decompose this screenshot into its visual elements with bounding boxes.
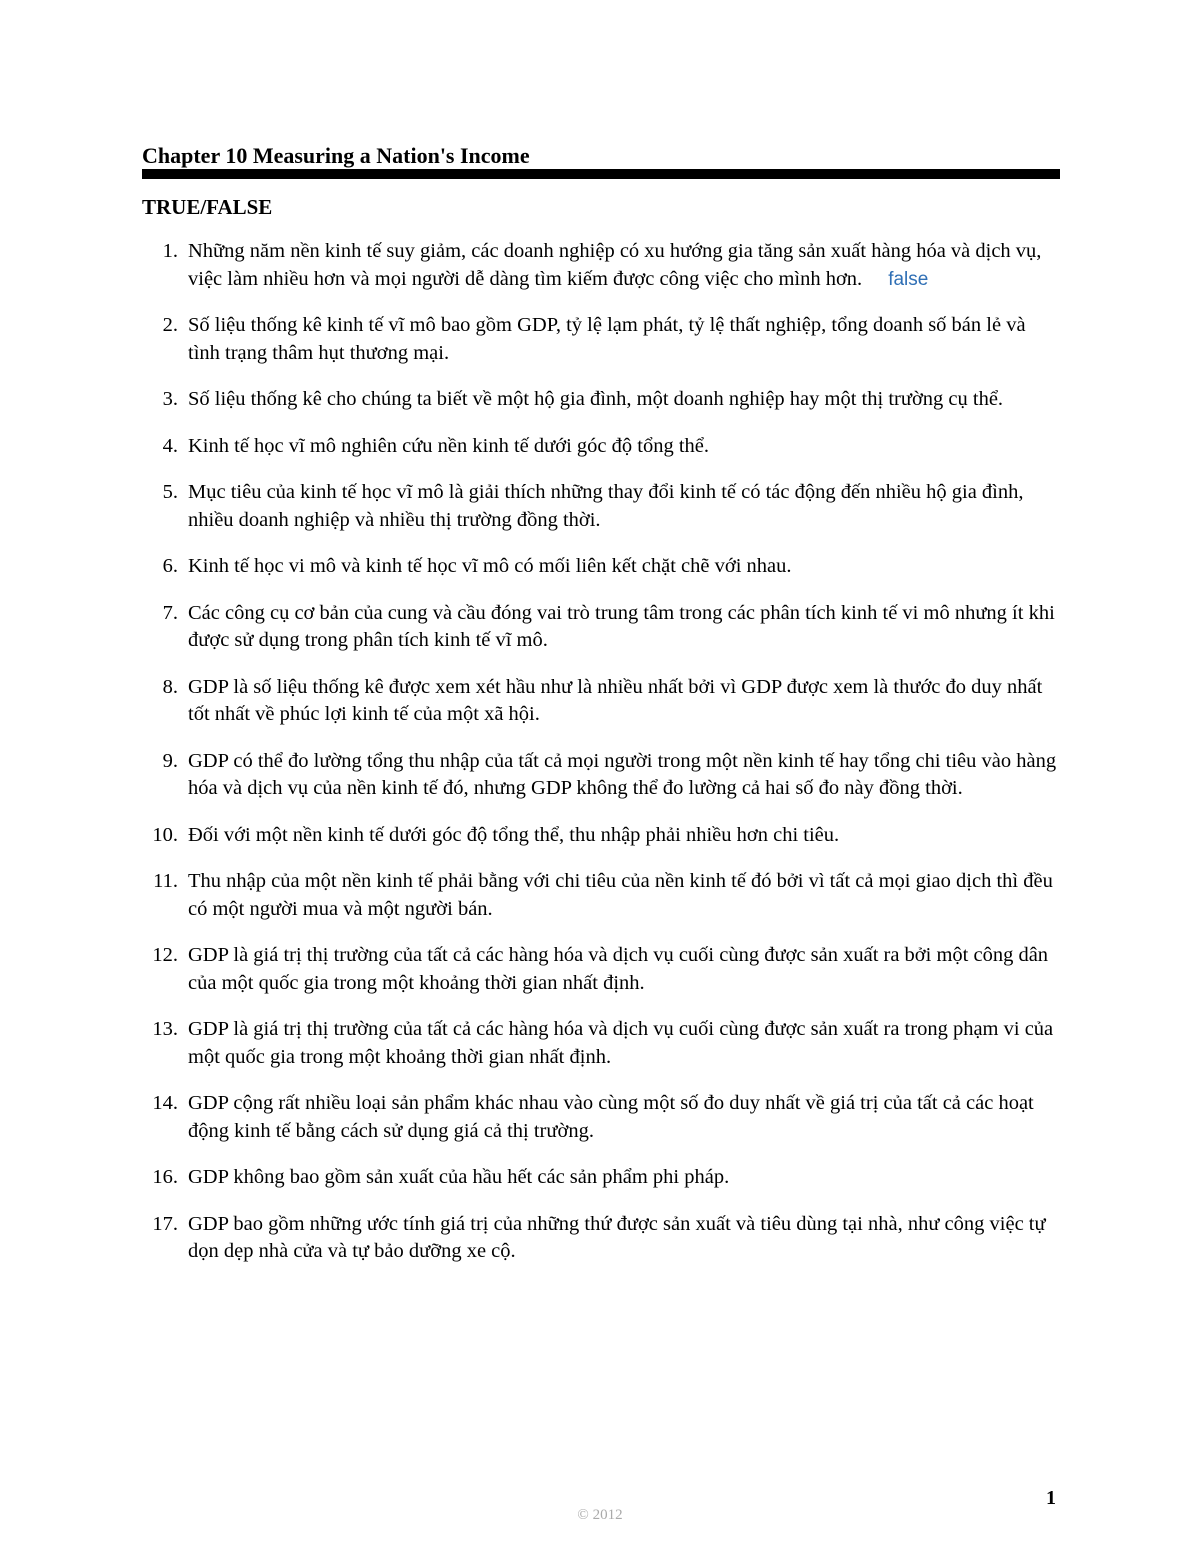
question-item bbox=[142, 942, 1062, 997]
question-number: 6. bbox=[162, 555, 178, 577]
question-item bbox=[142, 822, 1062, 850]
chapter-title: Chapter 10 Measuring a Nation's Income bbox=[142, 143, 530, 168]
answer-annotation: false bbox=[888, 268, 929, 290]
question-item bbox=[142, 553, 1062, 581]
question-number: 13. bbox=[152, 1018, 178, 1040]
question-text: GDP có thể đo lường tổng thu nhập của tất cả mọi người trong một nền kinh tế hay tổng chi tiêu vào hàng hóa và dịch vụ của nền kinh tế đó, nhưng GDP không thể đo lường cả hai số đo này đồng thời. bbox=[188, 749, 1057, 799]
question-item bbox=[142, 238, 1062, 293]
question-item bbox=[142, 386, 1062, 414]
question-item bbox=[142, 600, 1062, 655]
question-text: GDP bao gồm những ước tính giá trị của những thứ được sản xuất và tiêu dùng tại nhà, như công việc tự dọn dẹp nhà cửa và tự bảo dưỡng xe cộ. bbox=[188, 1212, 1046, 1262]
question-item bbox=[142, 312, 1062, 367]
question-number: 14. bbox=[152, 1092, 178, 1114]
question-text: GDP không bao gồm sản xuất của hầu hết các sản phẩm phi pháp. bbox=[188, 1166, 730, 1188]
question-text: Kinh tế học vĩ mô nghiên cứu nền kinh tế dưới góc độ tổng thể. bbox=[188, 434, 709, 457]
question-number: 12. bbox=[152, 944, 178, 966]
question-list bbox=[142, 238, 1062, 1285]
question-item bbox=[142, 1016, 1062, 1071]
question-item bbox=[142, 479, 1062, 534]
question-number: 1. bbox=[162, 240, 178, 262]
question-text: Số liệu thống kê cho chúng ta biết về một hộ gia đình, một doanh nghiệp hay một thị trường cụ thể. bbox=[188, 388, 1004, 410]
question-item bbox=[142, 868, 1062, 923]
question-text: Đối với một nền kinh tế dưới góc độ tổng thể, thu nhập phải nhiều hơn chi tiêu. bbox=[188, 823, 840, 846]
question-item bbox=[142, 1211, 1062, 1266]
question-text: Mục tiêu của kinh tế học vĩ mô là giải thích những thay đổi kinh tế có tác động đến nhiều hộ gia đình, nhiều doanh nghiệp và nhiều thị trường đồng thời. bbox=[188, 481, 1024, 531]
question-number: 16. bbox=[152, 1166, 178, 1188]
question-number: 11. bbox=[153, 870, 178, 892]
question-number: 2. bbox=[162, 314, 178, 336]
question-number: 10. bbox=[152, 823, 178, 846]
title-rule bbox=[142, 169, 1060, 179]
question-number: 3. bbox=[162, 388, 178, 410]
question-text: Thu nhập của một nền kinh tế phải bằng với chi tiêu của nền kinh tế đó bởi vì tất cả mọi giao dịch thì đều có một người mua và một người bán. bbox=[188, 870, 1053, 920]
question-number: 5. bbox=[162, 481, 178, 503]
question-text: Các công cụ cơ bản của cung và cầu đóng vai trò trung tâm trong các phân tích kinh tế vi mô nhưng ít khi được sử dụng trong phân tích kinh tế vĩ mô. bbox=[188, 601, 1055, 651]
question-text: Số liệu thống kê kinh tế vĩ mô bao gồm GDP, tỷ lệ lạm phát, tỷ lệ thất nghiệp, tổng doanh số bán lẻ và tình trạng thâm hụt thương mại. bbox=[188, 314, 1026, 364]
question-text: GDP là giá trị thị trường của tất cả các hàng hóa và dịch vụ cuối cùng được sản xuất ra bởi một công dân của một quốc gia trong một khoảng thời gian nhất định. bbox=[188, 944, 1049, 994]
section-heading: TRUE/FALSE bbox=[142, 195, 273, 219]
page-number: 1 bbox=[1046, 1487, 1056, 1509]
question-text: Kinh tế học vi mô và kinh tế học vĩ mô có mối liên kết chặt chẽ với nhau. bbox=[188, 555, 792, 577]
question-number: 8. bbox=[162, 675, 178, 698]
question-text: GDP là giá trị thị trường của tất cả các hàng hóa và dịch vụ cuối cùng được sản xuất ra trong phạm vi của một quốc gia trong một khoảng thời gian nhất định. bbox=[188, 1018, 1054, 1068]
question-number: 7. bbox=[162, 601, 178, 624]
copyright-notice: © 2012 bbox=[577, 1507, 623, 1523]
question-item bbox=[142, 1164, 1062, 1192]
question-text: Những năm nền kinh tế suy giảm, các doanh nghiệp có xu hướng gia tăng sản xuất hàng hóa và dịch vụ, việc làm nhiều hơn và mọi người dễ dàng tìm kiếm được công việc cho mình hơn. bbox=[188, 240, 1042, 290]
question-number: 4. bbox=[162, 434, 178, 457]
question-item bbox=[142, 674, 1062, 729]
question-text: GDP là số liệu thống kê được xem xét hầu như là nhiều nhất bởi vì GDP được xem là thước đo duy nhất tốt nhất về phúc lợi kinh tế của một xã hội. bbox=[188, 675, 1043, 725]
question-item bbox=[142, 1090, 1062, 1145]
question-item bbox=[142, 433, 1062, 461]
question-number: 17. bbox=[152, 1212, 178, 1235]
question-number: 9. bbox=[162, 749, 178, 772]
question-text: GDP cộng rất nhiều loại sản phẩm khác nhau vào cùng một số đo duy nhất về giá trị của tất cả các hoạt động kinh tế bằng cách sử dụng giá cả thị trường. bbox=[188, 1092, 1034, 1142]
question-item bbox=[142, 748, 1062, 803]
